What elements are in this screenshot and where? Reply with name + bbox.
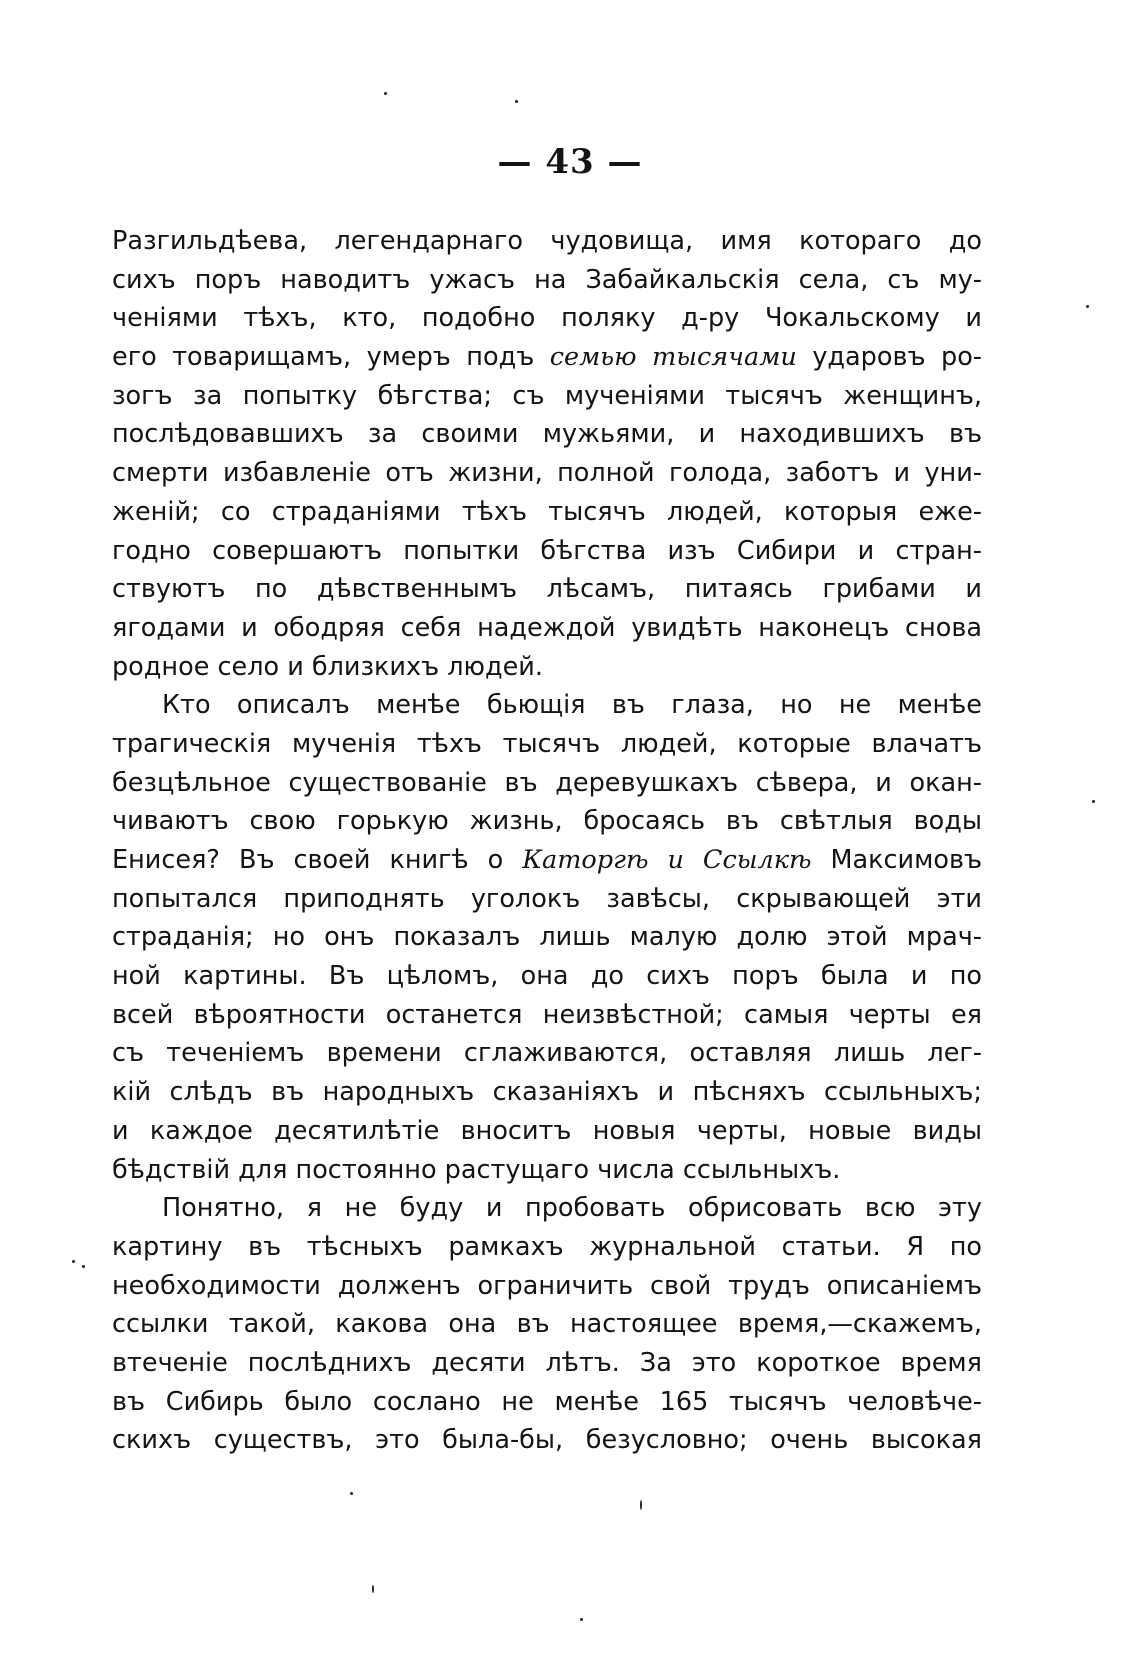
text-line: ченіями тѣхъ, кто, подобно поляку д-ру Чокальскому и	[112, 303, 982, 334]
text-line: ягодами и ободряя себя надеждой увидѣть наконецъ снова	[112, 612, 982, 643]
text-line	[112, 338, 982, 377]
scan-speck	[580, 1618, 583, 1621]
text-line: попытался приподнять уголокъ завѣсы, скрывающей эти	[112, 883, 982, 914]
text-line: чиваютъ свою горькую жизнь, бросаясь въ свѣтлыя воды	[112, 806, 982, 837]
text-line: послѣдовавшихъ за своими мужьями, и находившихъ въ	[112, 419, 982, 450]
text-line: всей вѣроятности останется неизвѣстной; самыя черты ея	[112, 999, 982, 1030]
scan-speck	[350, 1492, 353, 1495]
page-number: — 43 —	[497, 142, 643, 182]
text-line: смерти избавленіе отъ жизни, полной голода, заботъ и уни-	[112, 458, 982, 489]
text-line: ссылки такой, какова она въ настоящее время,—скажемъ,	[112, 1309, 982, 1340]
scan-speck	[82, 1265, 85, 1268]
text-line: родное село и близкихъ людей.	[112, 651, 543, 682]
text-line	[112, 841, 982, 880]
text-line: бѣдствій для постоянно растущаго числа ссыльныхъ.	[112, 1154, 841, 1185]
text-line: зогъ за попытку бѣгства; съ мученіями тысячъ женщинъ,	[112, 380, 982, 411]
text-line: и каждое десятилѣтіе вноситъ новыя черты, новые виды	[112, 1115, 982, 1146]
text-line: съ теченіемъ времени сглаживаются, оставляя лишь лег-	[112, 1038, 982, 1069]
scan-speck	[1092, 800, 1095, 803]
scan-speck	[1086, 305, 1089, 308]
text-line: втеченіе послѣднихъ десяти лѣтъ. За это короткое время	[112, 1347, 982, 1378]
emphasis-text: Каторгѣ и Ссылкѣ	[522, 845, 812, 875]
scan-speck	[640, 1500, 642, 1510]
body-text	[112, 222, 982, 1460]
text-line: въ Сибирь было сослано не менѣе 165 тысячъ человѣче-	[112, 1386, 982, 1417]
scan-speck	[372, 1585, 374, 1593]
text-line: годно совершаютъ попытки бѣгства изъ Сибири и стран-	[112, 535, 982, 566]
text-segment: Максимовъ	[811, 845, 983, 875]
text-line: кій слѣдъ въ народныхъ сказаніяхъ и пѣсняхъ ссыльныхъ;	[112, 1077, 982, 1108]
emphasis-text: семью тысячами	[549, 342, 797, 373]
text-segment: его товарищамъ, умеръ подъ	[112, 342, 550, 373]
text-line: Кто описалъ менѣе бьющія въ глаза, но не менѣе	[162, 690, 982, 721]
scan-speck	[384, 92, 387, 95]
text-line: страданія; но онъ показалъ лишь малую долю этой мрач-	[112, 922, 982, 953]
text-line: женій; со страданіями тѣхъ тысячъ людей, которыя еже-	[112, 496, 982, 527]
text-segment: Енисея? Въ своей книгѣ о	[112, 845, 523, 875]
text-line: скихъ существъ, это была-бы, безусловно; очень высокая	[112, 1425, 982, 1456]
text-line: необходимости долженъ ограничить свой трудъ описаніемъ	[112, 1270, 982, 1301]
text-line: трагическія мученія тѣхъ тысячъ людей, которые влачатъ	[112, 728, 982, 759]
text-line: картину въ тѣсныхъ рамкахъ журнальной статьи. Я по	[112, 1231, 982, 1262]
text-line: ной картины. Въ цѣломъ, она до сихъ поръ была и по	[112, 961, 982, 992]
text-segment: ударовъ ро-	[796, 342, 983, 373]
text-line: ствуютъ по дѣвственнымъ лѣсамъ, питаясь грибами и	[112, 574, 982, 605]
text-line: безцѣльное существованіе въ деревушкахъ сѣвера, и окан-	[112, 767, 982, 798]
scan-speck	[72, 1260, 75, 1263]
text-line: сихъ поръ наводитъ ужасъ на Забайкальскія села, съ му-	[112, 264, 982, 295]
text-line: Понятно, я не буду и пробовать обрисовать всю эту	[162, 1193, 982, 1224]
text-line: Разгильдѣева, легендарнаго чудовища, имя котораго до	[112, 226, 982, 256]
scan-speck	[515, 100, 518, 103]
